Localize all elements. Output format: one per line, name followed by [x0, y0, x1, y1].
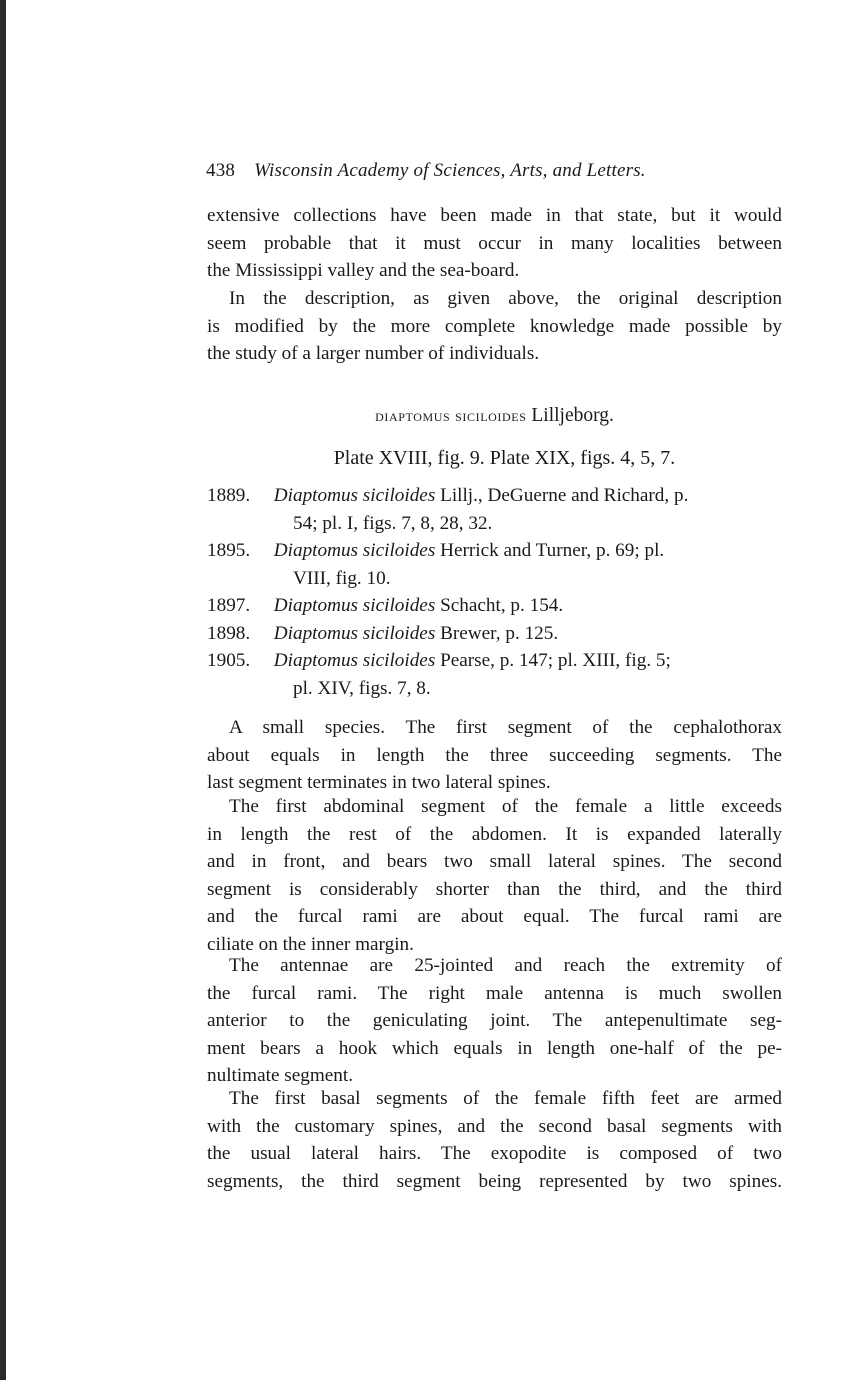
body-paragraph-1 [207, 714, 782, 797]
entry-species: Diaptomus siciloides [273, 650, 436, 671]
text-line: A small species. The first segment of the cephalothorax [229, 717, 782, 738]
species-name: diaptomus siciloides [375, 406, 527, 425]
text-line: in length the rest of the abdomen. It is expanded laterally [207, 823, 782, 845]
entry-species: Diaptomus siciloides [273, 622, 436, 644]
synonymy-list [207, 482, 782, 702]
running-title: Wisconsin Academy of Sciences, Arts, and Letters. [254, 160, 646, 181]
entry-year: 1905. [207, 650, 251, 671]
entry-reference: Pearse, p. 147; pl. XIII, fig. 5; [440, 650, 671, 671]
text-line: anterior to the geniculating joint. The antepenultimate seg- [207, 1010, 782, 1031]
entry-continuation: pl. XIV, figs. 7, 8. [293, 677, 431, 699]
intro-paragraph-2 [207, 285, 782, 368]
text-line: In the description, as given above, the original description [229, 288, 782, 309]
entry-continuation: 54; pl. I, figs. 7, 8, 28, 32. [293, 512, 493, 534]
body-paragraph-3 [207, 952, 782, 1090]
synonymy-entry [207, 592, 782, 620]
entry-year: 1898. [207, 622, 251, 644]
intro-paragraph-1 [207, 202, 782, 285]
plate-reference: Plate XVIII, fig. 9. Plate XIX, figs. 4, 5, 7. [333, 447, 676, 469]
text-line: the furcal rami. The right male antenna is much swollen [207, 982, 782, 1004]
entry-year: 1895. [207, 540, 251, 561]
text-line: nultimate segment. [207, 1065, 354, 1086]
running-header [206, 160, 786, 182]
entry-year: 1889. [207, 485, 251, 506]
text-line: ciliate on the inner margin. [207, 933, 414, 955]
text-line: last segment terminates in two lateral spines. [207, 772, 551, 793]
entry-continuation: VIII, fig. 10. [293, 567, 391, 589]
text-line: and in front, and bears two small lateral spines. The second [207, 851, 782, 872]
text-line: and the furcal rami are about equal. The furcal rami are [207, 906, 782, 927]
text-line: ment bears a hook which equals in length one-half of the pe- [207, 1037, 782, 1059]
text-line: The first abdominal segment of the female a little exceeds [229, 796, 782, 817]
entry-reference: Brewer, p. 125. [440, 622, 559, 644]
text-line: segment is considerably shorter than the third, and the third [207, 878, 782, 900]
entry-species: Diaptomus siciloides [273, 540, 436, 561]
entry-reference: Schacht, p. 154. [440, 595, 564, 616]
entry-reference: Lillj., DeGuerne and Richard, p. [440, 485, 689, 506]
synonymy-entry [207, 620, 782, 648]
entry-species: Diaptomus siciloides [273, 485, 436, 506]
text-line: segments, the third segment being represented by two spines. [207, 1170, 782, 1192]
text-line: the Mississippi valley and the sea-board. [207, 260, 520, 281]
synonymy-entry [207, 482, 782, 537]
text-line: with the customary spines, and the second basal segments with [207, 1115, 782, 1137]
entry-year: 1897. [207, 595, 251, 616]
text-line: The first basal segments of the female fifth feet are armed [229, 1088, 782, 1109]
species-heading [207, 405, 782, 427]
text-line: about equals in length the three succeeding segments. The [207, 744, 782, 766]
body-paragraph-4 [207, 1085, 782, 1195]
text-line: The antennae are 25-jointed and reach the extremity of [229, 955, 782, 976]
synonymy-entry [207, 537, 782, 592]
text-line: the study of a larger number of individuals. [207, 343, 540, 364]
synonymy-entry [207, 647, 782, 702]
text-line: the usual lateral hairs. The exopodite is composed of two [207, 1143, 782, 1164]
entry-reference: Herrick and Turner, p. 69; pl. [440, 540, 665, 561]
text-line: extensive collections have been made in that state, but it would [207, 205, 782, 226]
entry-species: Diaptomus siciloides [273, 595, 436, 616]
text-line: seem probable that it must occur in many localities between [207, 232, 782, 254]
species-author: Lilljeborg. [531, 405, 614, 426]
page-number: 438 [206, 160, 236, 181]
body-paragraph-2 [207, 793, 782, 958]
text-line: is modified by the more complete knowledge made possible by [207, 315, 782, 337]
